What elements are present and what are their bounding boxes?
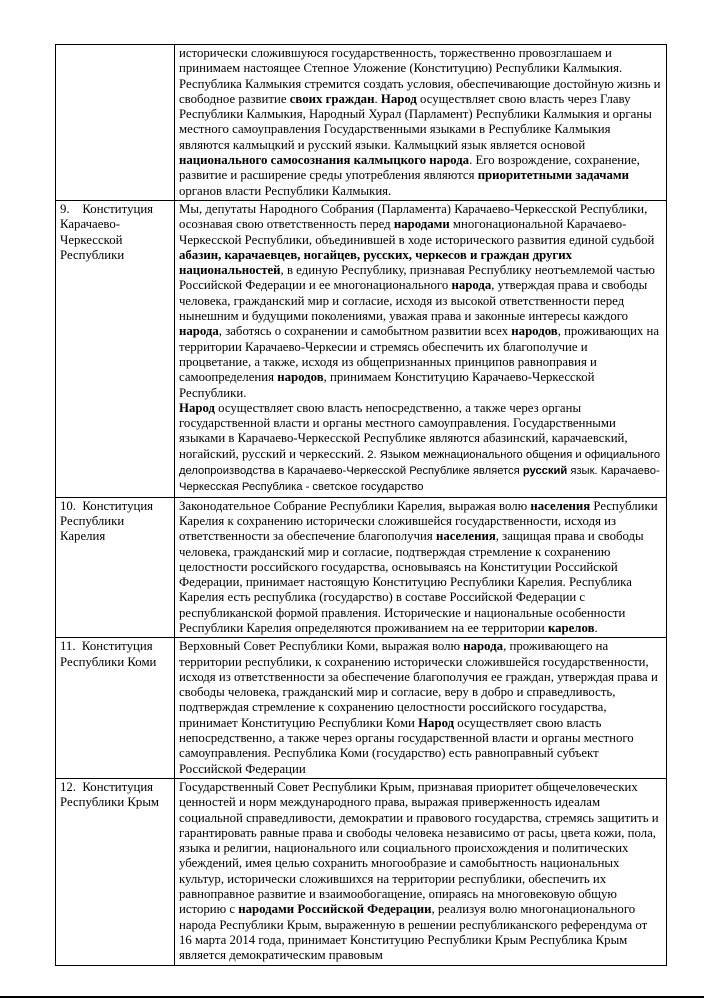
bold-text-run: народами <box>393 217 450 232</box>
row-text-cell <box>175 200 667 497</box>
text-run: Верховный Совет Республики Коми, выражая волю <box>179 639 464 654</box>
bold-text-run: народа <box>463 639 504 654</box>
text-run: осуществляет свою власть через Главу Республики Калмыкия, Народный Хурал (Парламент) Республики Калмыкия и органы местного самоуправления Государственными языками в Республике Калмыкия являются калмыцкий и русский языки. Калмыцкий язык является основой <box>179 91 652 152</box>
page-bottom-rule <box>0 996 704 998</box>
table-row <box>56 45 667 201</box>
row-label-cell <box>56 497 175 638</box>
row-label-cell <box>56 778 175 965</box>
table-row <box>56 200 667 497</box>
text-run: язык. Карачаево-Черкесская Республика - светское государство <box>179 465 660 494</box>
bold-text-run: народами Российской Федерации <box>238 902 432 917</box>
text-run: многонациональной Карачаево-Черкесской Республики, объединившей в ходе исторического развития единой судьбой <box>179 217 655 247</box>
row-text-cell <box>175 497 667 638</box>
bold-text-run: народов <box>511 324 558 339</box>
bold-text-run: Народ <box>418 715 455 730</box>
constitutions-table <box>55 44 667 966</box>
bold-text-run: населения <box>530 498 591 513</box>
text-run: органов власти Республики Калмыкия. <box>179 183 392 198</box>
text-run: . <box>594 620 598 635</box>
bold-text-run: карелов <box>547 620 595 635</box>
table-row <box>56 778 667 965</box>
bold-text-run: абазин, карачаевцев, ногайцев, русских, черкесов и граждан других национальностей <box>179 247 573 278</box>
bold-text-run: русский <box>522 465 568 478</box>
bold-text-run: народа <box>451 278 492 293</box>
bold-text-run: своих граждан <box>289 91 375 106</box>
text-run: , в единую Республику, признавая Республику неотъемлемой частью Российской Федерации и ее многонационального <box>179 263 655 293</box>
text-run: осуществляет свою власть непосредственно, а также через органы государственной власти и органы местного самоуправления. Республика Коми (государство) есть равноправный субъект Российской Федерации <box>179 715 634 776</box>
bold-text-run: приоритетными задачами <box>477 168 629 183</box>
text-run: . <box>374 91 381 106</box>
text-run: , заботясь о сохранении и самобытном развитии всех <box>218 324 512 339</box>
text-run: Законодательное Собрание Республики Карелия, выражая волю <box>179 498 531 513</box>
row-label: 10. Конституция Республики Карелия <box>60 498 154 544</box>
row-label-cell <box>56 638 175 779</box>
text-run: осуществляет свою власть непосредственно, а также через органы государственной власти и органы местного самоуправления. Государственными языками в Карачаево-Черкесской Республике являются абазинский, карачаевский, ногайский, русский и черкесский. <box>179 400 628 461</box>
bold-text-run: народа <box>179 324 219 339</box>
text-run: , проживающих на территории Карачаево-Черкесии и стремясь обеспечить их благополучие и процветание, а также, исходя из общепризнанных принципов равноправия и самоопределения <box>179 324 660 385</box>
bold-text-run: Народ <box>380 91 417 106</box>
text-run: , реализуя волю многонационального народа Республики Крым, выраженную в решении республиканского референдума от 16 марта 2014 года, принимает Конституцию Республики Крым Республика Крым является демократическим правовым <box>179 902 648 963</box>
text-run: , утверждая права и свободы человека, гражданский мир и согласие, исходя из высокой ответственности перед нынешним и будущими поколениями, уважая права и законные интересы каждого <box>179 278 648 324</box>
row-text-cell <box>175 638 667 779</box>
bold-text-run: населения <box>435 529 496 544</box>
bold-text-run: национального самосознания калмыцкого народа <box>179 153 470 168</box>
bold-text-run: Народ <box>179 400 215 415</box>
row-label-cell <box>56 45 175 201</box>
text-run: Мы, депутаты Народного Собрания (Парламента) Карачаево-Черкесской Республики, осознавая свою ответственность перед <box>179 201 648 232</box>
row-label-cell <box>56 200 175 497</box>
text-run: , принимаем Конституцию Карачаево-Черкесской Республики. <box>179 370 595 400</box>
table-body <box>56 45 667 966</box>
text-run: , защищая права и свободы человека, гражданский мир и согласие, подтверждая стремление к сохранению целостности российского государства, основываясь на Конституции Российской Федерации, принимает настоящую Конституцию Республики Карелия. Республика Карелия есть республика (государство) в составе Российской Федерации с республиканской формой правления. Исторические и национальные особенности Республики Карелия определяются проживанием на ее территории <box>179 529 644 635</box>
row-text-cell <box>175 778 667 965</box>
text-run: . Его возрождение, сохранение, развитие и расширение среды употребления являются <box>179 153 640 183</box>
text-run: Государственный Совет Республики Крым, признавая приоритет общечеловеческих ценностей и норм международного права, выражая приверженность идеалам социальной справедливости, демократии и правового государства, стремясь защитить и гарантировать равные права и свободы человека независимо от расы, цвета кожи, пола, языка и религии, национального или социального происхождения и политических убеждений, имея целью сохранить многообразие и самобытность национальных культур, исторически сложившихся на территории республики, обеспечить их равноправное развитие и взаимообогащение, опираясь на многовековую общую историю с <box>179 779 659 917</box>
text-run: , проживающего на территории республики, к сохранению исторически сложившейся государственности, исходя из ответственности за обеспечение благополучия ее граждан, утверждая права и свободы человека, гражданский мир и согласие, веру в добро и справедливость, подтверждая стремление к сохранению целостности российского государства, принимает Конституцию Республики Коми <box>179 639 658 730</box>
text-run: исторически сложившуюся государственность, торжественно провозглашаем и принимаем настоящее Степное Уложение (Конституцию) Республики Калмыкия. Республика Калмыкия стремится создать условия, обеспечивающие достойную жизнь и свободное развитие <box>179 46 661 106</box>
row-label: 9. Конституция Карачаево-Черкесской Республики <box>60 201 154 262</box>
text-run: 2. Языком межнационального общения и официального делопроизводства в Карачаево-Черкесской Республике является <box>179 448 661 478</box>
table-row <box>56 497 667 638</box>
row-label: 12. Конституция Республики Крым <box>60 779 160 810</box>
row-text-cell <box>175 45 667 201</box>
row-label: 11. Конституция Республики Коми <box>60 639 157 669</box>
bold-text-run: народов <box>277 370 324 385</box>
text-run: Республики Карелия к сохранению исторически сложившейся государственности, исходя из ответственности за обеспечение благополучия <box>179 498 658 544</box>
table-row <box>56 638 667 779</box>
